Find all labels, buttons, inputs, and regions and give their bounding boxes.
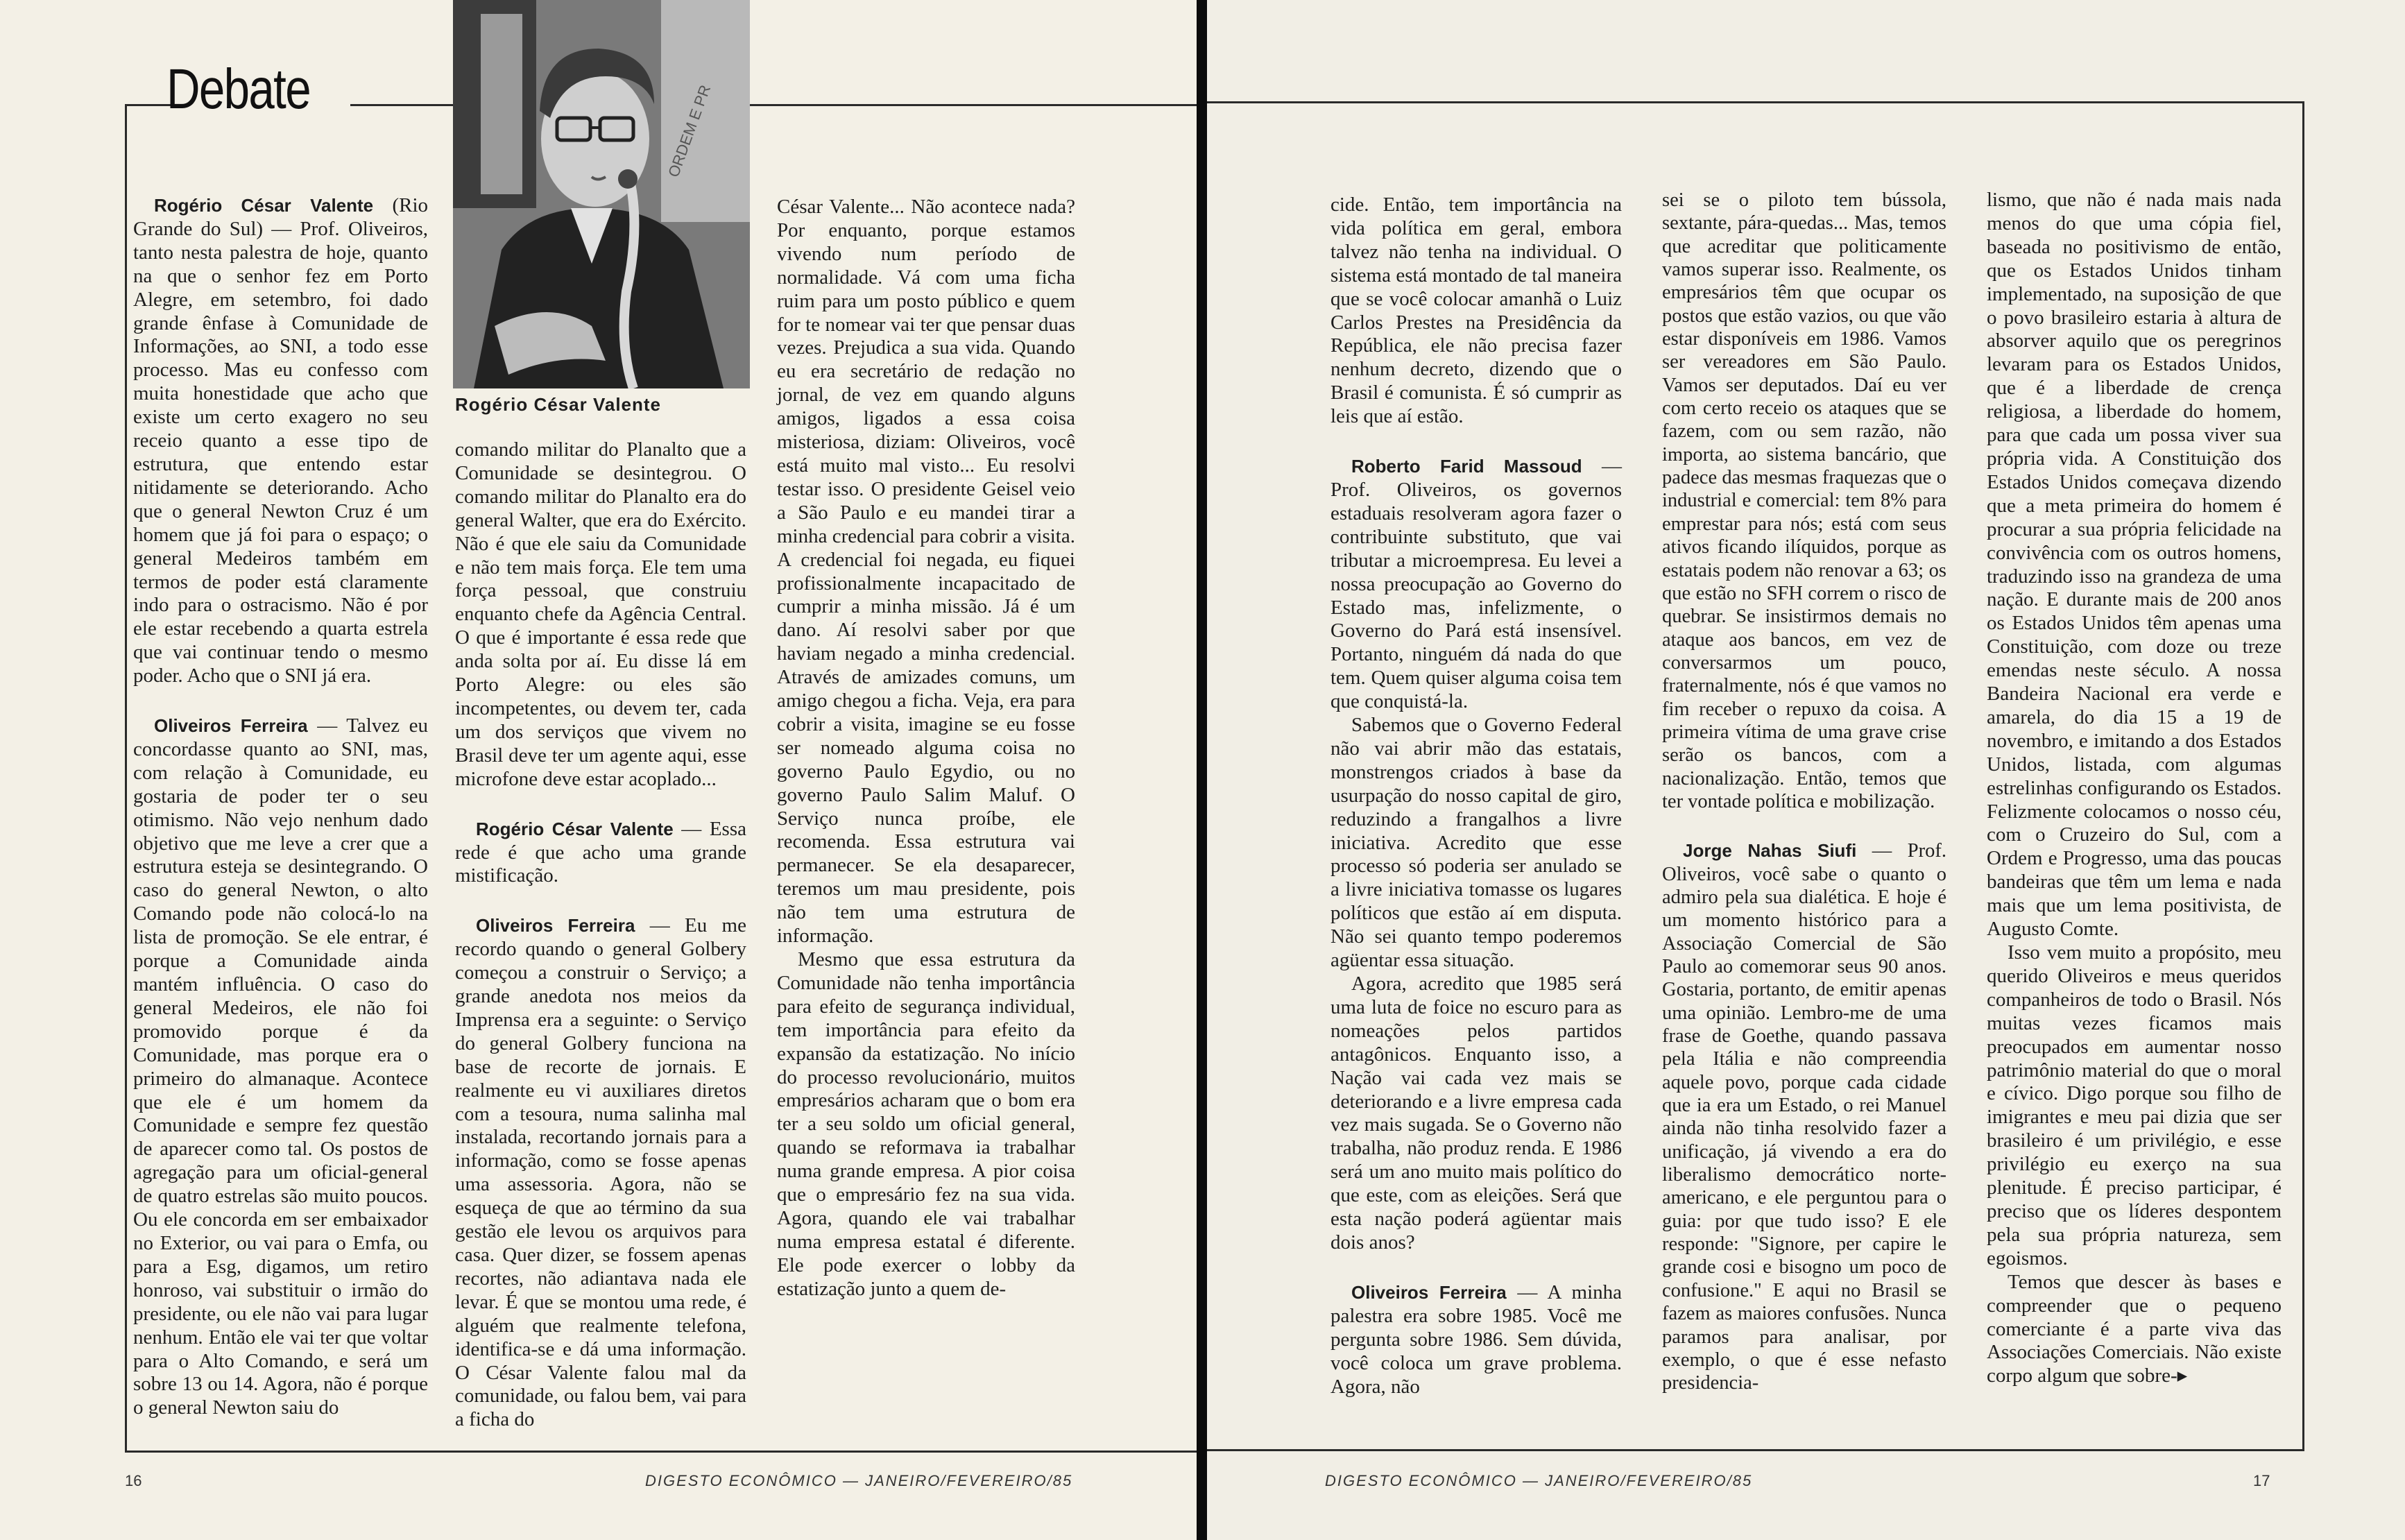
speaker-name: Oliveiros Ferreira	[154, 715, 308, 737]
paragraph	[1330, 455, 1622, 714]
photo-caption: Rogério César Valente	[455, 394, 661, 415]
paragraph-text: Temos que descer às bases e compreender que o pequeno comerciante é a parte viva das Associações Comerciais. Não existe corpo algum que sobre-	[1987, 1270, 2282, 1387]
left-column-3	[777, 196, 1075, 1301]
paragraph	[1330, 973, 1622, 1255]
flag-text: ORDEM E PR	[665, 83, 714, 180]
page-footer: DIGESTO ECONÔMICO — JANEIRO/FEVEREIRO/85	[1325, 1472, 1753, 1489]
frame-left-rule	[125, 104, 127, 1452]
paragraph	[1987, 189, 2282, 941]
paragraph	[455, 438, 746, 792]
page-number: 17	[2253, 1472, 2270, 1489]
frame-bottom-rule	[1207, 1449, 2304, 1451]
paragraph-text: lismo, que não é nada mais nada menos do que uma cópia fiel, baseada no positivismo de então, que os Estados Unidos tinham implementado, na suposição de que o povo brasileiro estaria à altura de absorver aquilo que os peregrinos levaram para os Estados Unidos, que é a liberdade de crença religiosa, a liberdade do homem, para que cada um possa viver sua própria vida. A Constituição dos Estados Unidos começava dizendo que a meta primeira do homem é procurar a sua própria felicidade na convivência com os outros homens, traduzindo isso na grandeza de uma nação. E durante mais de 200 anos os Estados Unidos têm apenas uma Constituição, com doze ou treze emendas neste século. A nossa Bandeira Nacional era verde e amarela, do dia 15 a 19 de novembro, e imitando a dos Estados Unidos, listada, com algumas estrelinhas configurando os Estados. Felizmente colocamos o nosso céu, com o Cruzeiro do Sul, com a Ordem e Progresso, uma das poucas bandeiras que têm um lema e nada mais que um lema positivista, de Augusto Comte.	[1987, 189, 2282, 941]
frame-bottom-rule	[125, 1451, 1197, 1453]
paragraph	[777, 196, 1075, 948]
paragraph	[1987, 941, 2282, 1271]
paragraph-text: — Prof. Oliveiros, você sabe o quanto o admiro pela sua dialética. E hoje é um momento histórico para a Associação Comercial de São Paulo ao comemorar seus 90 anos. Gostaria, portanto, de emitir apenas uma opinião. Lembro-me de uma frase de Goethe, quando passava pela Itália e não compreendia aquele povo, porque cada cidade que ia era um Estado, o rei Manuel ainda não tinha resolvido fazer a unificação, já vivendo a era do liberalismo democrático norte-americano, e ele perguntou para o guia: por que tudo isso? E ele responde: "Signore, per capire le grande cosi e bisogno um poco de confusione." E aqui no Brasil se fazem as maiores confusões. Nunca paramos para analisar, por exemplo, o que é esse nefasto presidencia-	[1662, 840, 1946, 1394]
paragraph-text: Agora, acredito que 1985 será uma luta de foice no escuro para as nomeações pelos partidos antagônicos. Enquanto isso, a Nação vai cada vez mais se deteriorando e a livre empresa cada vez mais sugada. Se o Governo não trabalha, não produz renda. E 1986 será um ano muito mais político do que este, com as eleições. Será que esta nação poderá agüentar mais dois anos?	[1330, 973, 1622, 1254]
paragraph-text: — Talvez eu concordasse quanto ao SNI, mas, com relação à Comunidade, eu gostaria de poder ter o seu otimismo. Não vejo nenhum dado objetivo que me leve a crer que a estrutura esteja se desintegrando. O caso do general Newton, o alto Comando pode não colocá-lo na lista de promoção. Se ele entrar, é porque a Comunidade ainda mantém influência. O caso do general Medeiros, ele não foi promovido porque é da Comunidade, mas porque era o primeiro do almanaque. Acontece que ele é um homem da Comunidade e sempre fez questão de aparecer como tal. Os postos de agregação para um oficial-general de quatro estrelas são muito poucos. Ou ele concorda em ser embaixador no Exterior, ou vai para o Emfa, ou para a Esg, digamos, um retiro honroso, vai substituir o irmão do presidente, ou ele não vai para lugar nenhum. Então ele vai ter que voltar para o Alto Comando, e será um sobre 13 ou 14. Agora, não é porque o general Newton saiu do	[133, 715, 428, 1419]
paragraph-text: sei se o piloto tem bússola, sextante, pára-quedas... Mas, temos que acreditar que politicamente vamos superar isso. Realmente, os empresários têm que ocupar os postos que estão vazios, ou que vão estar disponíveis em 1986. Vamos ser vereadores em São Paulo. Vamos ser deputados. Daí eu ver com certo receio os ataques que se fazem, com ou sem razão, não importa, ao sistema bancário, que padece das mesmas fraquezas que o industrial e comercial: tem 8% para emprestar para nós; está com seus ativos ficando ilíquidos, porque as estatais podem não renovar a 63; os que estão no SFH correm o risco de quebrar. Se insistirmos demais no ataque aos bancos, em vez de conversarmos um pouco, fraternalmente, nós é que vamos no fim receber o repuxo da coisa. A primeira vítima de uma grave crise serão os bancos, com a nacionalização. Então, temos que ter vontade política e mobilização.	[1662, 189, 1946, 812]
frame-right-rule	[2302, 101, 2304, 1451]
paragraph	[133, 194, 428, 688]
right-page	[1207, 0, 2405, 1540]
paragraph	[1662, 189, 1946, 813]
paragraph-text: César Valente... Não acontece nada? Por enquanto, porque estamos vivendo num período de normalidade. Vá com uma ficha ruim para um posto público e quem for te nomear vai ter que pensar duas vezes. Prejudica a sua vida. Quando eu era secretário de redação no jornal, de vez em quando alguns amigos, ligados a essa coisa misteriosa, diziam: Oliveiros, você está muito mal visto... Eu resolvi testar isso. O presidente Geisel veio a São Paulo e eu mandei tirar a minha credencial para cobrir a visita. A credencial foi negada, eu fiquei profissionalmente incapacitado de cumprir a minha missão. Já é um dano. Aí resolvi saber por que haviam negado a minha credencial. Através de amizades comuns, um amigo chegou a ficha. Veja, era para cobrir a visita, imagine se eu fosse ser nomeado alguma coisa no governo Paulo Egydio, ou no governo Paulo Salim Maluf. O Serviço nunca proíbe, ele recomenda. Essa estrutura vai permanecer. Se ela desaparecer, teremos um mau presidente, pois não tem uma estrutura de informação.	[777, 196, 1075, 948]
paragraph	[455, 818, 746, 889]
paragraph	[1662, 839, 1946, 1394]
right-column-1	[1330, 194, 1622, 1398]
paragraph	[133, 715, 428, 1420]
paragraph	[1330, 1281, 1622, 1399]
book-spine	[1197, 0, 1207, 1540]
paragraph	[777, 948, 1075, 1301]
left-column-2	[455, 438, 746, 1432]
right-column-2	[1662, 189, 1946, 1395]
section-title: Debate	[166, 58, 310, 121]
speaker-name: Roberto Farid Massoud	[1351, 456, 1582, 477]
frame-top-rule-right	[350, 104, 453, 106]
left-page	[0, 0, 1197, 1540]
paragraph-text: Sabemos que o Governo Federal não vai abrir mão das estatais, monstrengos criados à base da usurpação do nosso capital de giro, reduzindo a frangalhos a livre iniciativa. Acredito que esse processo só poderia ser anulado se a livre iniciativa tomasse os lugares políticos que estão aí em disputa. Não sei quanto tempo poderemos agüentar essa situação.	[1330, 714, 1622, 972]
paragraph	[455, 914, 746, 1432]
speaker-name: Oliveiros Ferreira	[476, 915, 635, 936]
speaker-name: Oliveiros Ferreira	[1351, 1281, 1507, 1303]
paragraph	[1330, 194, 1622, 429]
paragraph-text: Isso vem muito a propósito, meu querido Oliveiros e meus queridos companheiros de todo o Brasil. Nós muitas vezes ficamos mais preocupados em aumentar nosso patrimônio material do que o moral e cívico. Digo porque sou filho de imigrantes e meu pai dizia que ser brasileiro é um privilégio, e esse privilégio eu exerço na sua plenitude. É preciso participar, é preciso que os líderes despontem pela sua própria natureza, sem egoismos.	[1987, 941, 2282, 1269]
speaker-name: Jorge Nahas Siufi	[1683, 840, 1857, 862]
paragraph-text: cide. Então, tem importância na vida política em geral, embora talvez não tenha na individual. O sistema está montado de tal maneira que se você colocar amanhã o Luiz Carlos Prestes na Presidência da República, ele não precisa fazer nenhum decreto, dizendo que o Brasil é comunista. É só cumprir as leis que aí estão.	[1330, 194, 1622, 428]
speaker-photo	[453, 0, 750, 388]
paragraph-text: (Rio Grande do Sul) — Prof. Oliveiros, tanto nesta palestra de hoje, quanto na que o senhor fez em Porto Alegre, em setembro, foi dado grande ênfase à Comunidade de Informações, ao SNI, a todo esse processo. Mas eu confesso com muita honestidade que acho que existe um certo exagero no seu receio quanto a esse tipo de estrutura, que entendo estar nitidamente se deteriorando. Acho que o general Newton Cruz é um homem que já foi para o espaço; o general Medeiros também em termos de poder está claramente indo para o ostracismo. Não é por ele estar recebendo a quarta estrela que vai continuar tendo o mesmo poder. Acho que o SNI já era.	[133, 194, 428, 687]
left-column-1	[133, 194, 428, 1420]
paragraph-text: — Eu me recordo quando o general Golbery começou a construir o Serviço; a grande anedota nos meios da Imprensa era a seguinte: o Serviço do general Golbery funciona na base de recorte de jornais. E realmente eu vi auxiliares diretos com a tesoura, numa salinha mal instalada, recortando jornais para a informação, como se fosse apenas uma assessoria. Agora, não se esqueça de que ao término da sua gestão ele levou os arquivos para casa. Quer dizer, se fossem apenas recortes, não adiantava nada ele levar. É que se montou uma rede, é alguém que realmente telefona, identifica-se e dá uma informação. O César Valente falou mal da comunidade, ou falou bem, vai para a ficha do	[455, 914, 746, 1431]
paragraph	[1330, 714, 1622, 973]
frame-top-rule	[1207, 101, 2304, 103]
speaker-name: Rogério César Valente	[154, 195, 374, 216]
continue-arrow-icon: ▸	[2177, 1364, 2188, 1387]
frame-top-rule-far	[750, 104, 1197, 106]
page-number: 16	[125, 1472, 142, 1489]
paragraph-text: Mesmo que essa estrutura da Comunidade não tenha importância para efeito de segurança individual, tem importância para efeito da expansão da estatização. No início do processo revolucionário, muitos empresários acharam que o bom era ter a seu soldo um oficial general, quando se reformava ia trabalhar numa grande empresa. A pior coisa que o empresário fez na sua vida. Agora, quando ele vai trabalhar numa empresa estatal é diferente. Ele pode exercer o lobby da estatização junto a quem de-	[777, 948, 1075, 1300]
paragraph-text: — Prof. Oliveiros, os governos estaduais resolveram agora fazer o contribuinte substituto, que vai tributar a microempresa. Eu levei a nossa preocupação ao Governo do Estado mas, infelizmente, o Governo do Pará está insensível. Portanto, ninguém dá nada do que tem. Quem quiser alguma coisa tem que conquistá-la.	[1330, 455, 1623, 713]
page-footer: DIGESTO ECONÔMICO — JANEIRO/FEVEREIRO/85	[645, 1472, 1073, 1489]
paragraph	[1987, 1271, 2282, 1389]
paragraph-text: — A minha palestra era sobre 1985. Você me pergunta sobre 1986. Sem dúvida, você coloca um grave problema. Agora, não	[1330, 1281, 1622, 1398]
paragraph-text: — Essa rede é que acho uma grande mistificação.	[455, 817, 746, 887]
right-column-3	[1987, 189, 2282, 1388]
speaker-name: Rogério César Valente	[476, 818, 674, 839]
paragraph-text: comando militar do Planalto que a Comunidade se desintegrou. O comando militar do Planalto era do general Walter, que era do Exército. Não é que ele saiu da Comunidade e não tem mais força. Ele tem uma força pessoal, que construiu enquanto chefe da Agência Central. O que é importante é essa rede que anda solta por aí. Eu disse lá em Porto Alegre: ou eles são incompetentes, ou devem ter, cada um dos serviços que vivem no Brasil deve ter um agente aqui, esse microfone deve estar acoplado...	[455, 438, 746, 790]
